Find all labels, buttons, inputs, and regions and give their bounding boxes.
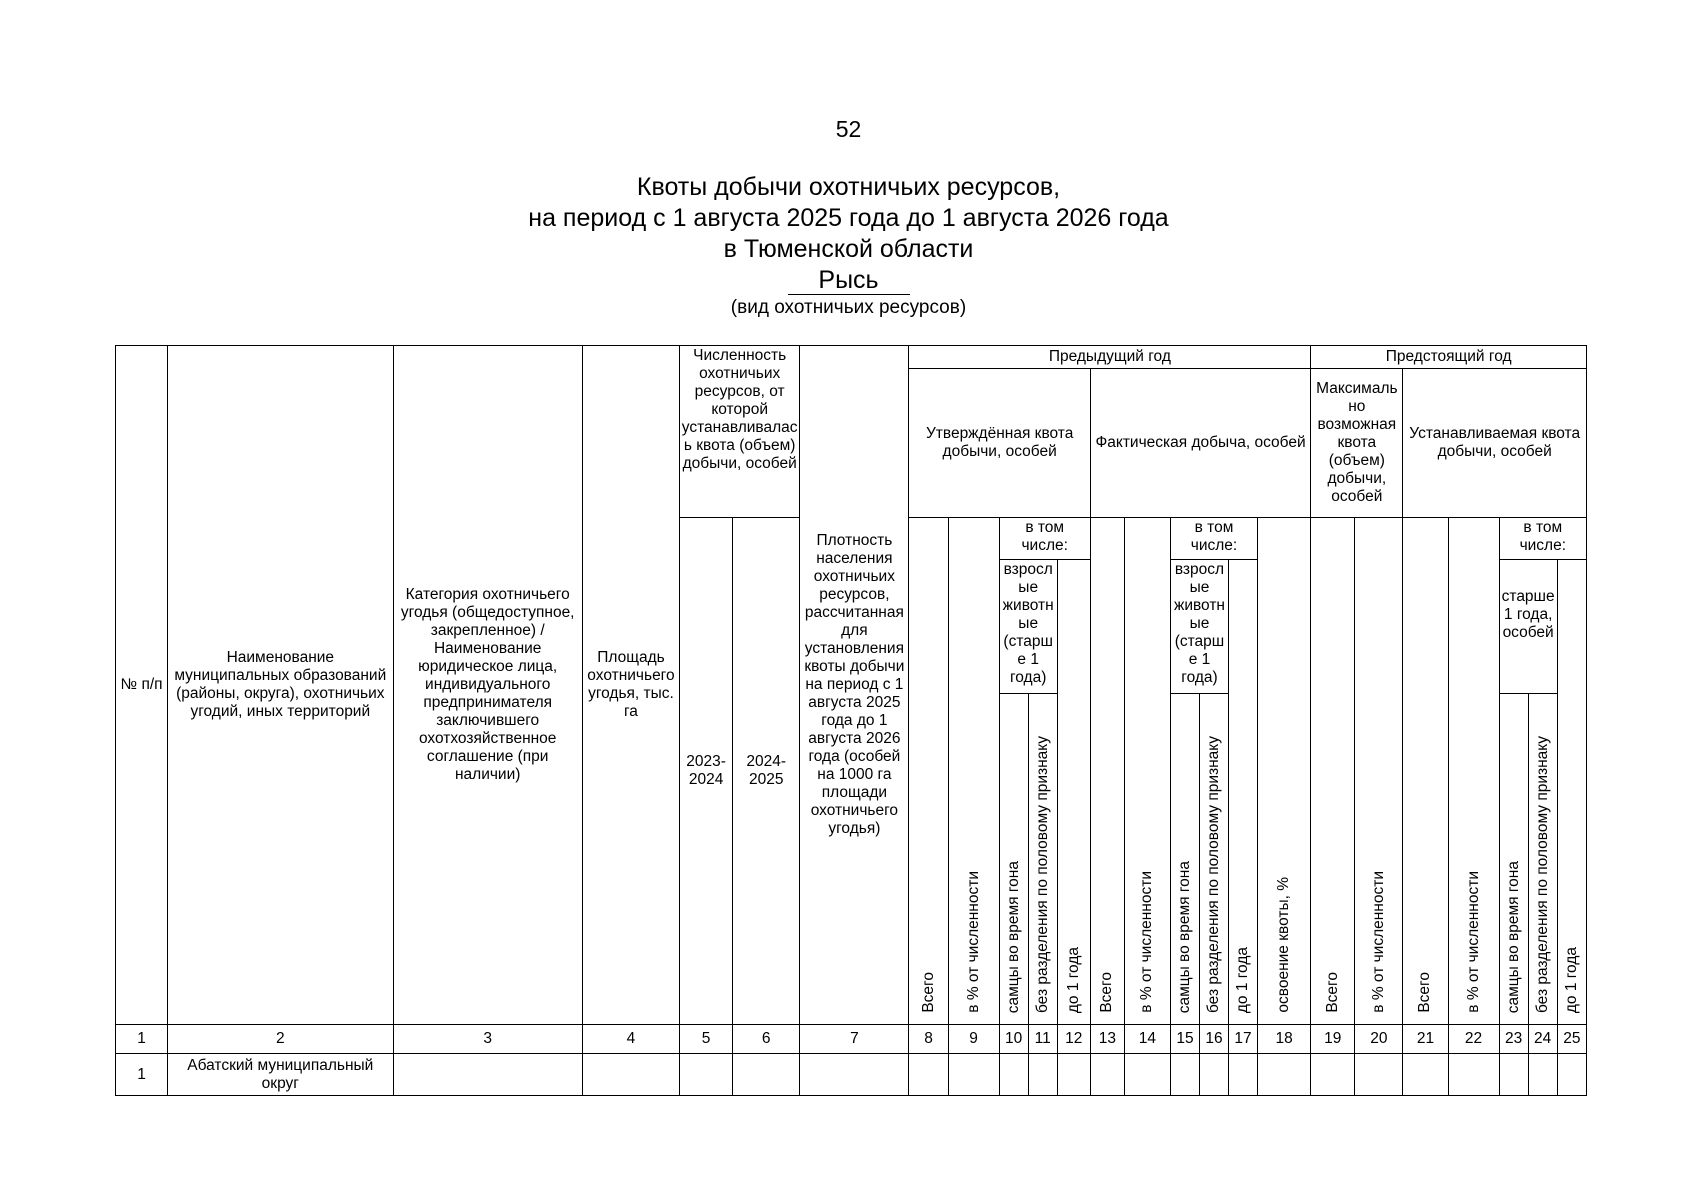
column-number: 20 (1355, 1025, 1403, 1054)
header-set-pct: в % от численности (1448, 518, 1499, 1025)
empty-cell (680, 1054, 733, 1096)
header-quota-use: освоение квоты, % (1258, 518, 1311, 1025)
column-number: 13 (1090, 1025, 1124, 1054)
header-area: Площадь охотничьего угодья, тыс. га (582, 346, 679, 1025)
empty-cell (1258, 1054, 1311, 1096)
column-number: 21 (1403, 1025, 1448, 1054)
column-number: 10 (999, 1025, 1028, 1054)
empty-cell (800, 1054, 909, 1096)
title-line-2: на период с 1 августа 2025 года до 1 августа 2026 года (528, 204, 1169, 232)
empty-cell (1028, 1054, 1057, 1096)
empty-cell (393, 1054, 582, 1096)
header-actual-total: Всего (1090, 518, 1124, 1025)
header-actual-adults: взрослые животные (старше 1 года) (1170, 560, 1228, 694)
empty-cell (733, 1054, 800, 1096)
species-name: Рысь (788, 266, 910, 295)
column-number: 4 (582, 1025, 679, 1054)
header-name: Наименование муниципальных образований (районы, округа), охотничьих угодий, иных территорий (168, 346, 393, 1025)
empty-cell (1090, 1054, 1124, 1096)
empty-cell (1403, 1054, 1448, 1096)
header-approved-males: самцы во время гона (999, 694, 1028, 1025)
empty-cell (909, 1054, 948, 1096)
empty-cell (1311, 1054, 1355, 1096)
header-actual-pct: в % от численности (1124, 518, 1170, 1025)
column-number: 9 (948, 1025, 999, 1054)
column-number: 18 (1258, 1025, 1311, 1054)
column-number: 5 (680, 1025, 733, 1054)
header-prev-year: Предыдущий год (909, 346, 1311, 369)
column-number: 3 (393, 1025, 582, 1054)
header-approved-total: Всего (909, 518, 948, 1025)
column-number: 25 (1557, 1025, 1586, 1054)
header-num: № п/п (116, 346, 168, 1025)
document-title (0, 172, 1697, 319)
column-number: 23 (1499, 1025, 1528, 1054)
table-row (116, 1054, 1587, 1096)
header-approved-quota: Утверждённая квота добычи, особей (909, 369, 1090, 518)
column-number: 24 (1528, 1025, 1557, 1054)
title-line-3: в Тюменской области (723, 235, 974, 263)
empty-cell (1528, 1054, 1557, 1096)
header-actual-incl: в том числе: (1170, 518, 1257, 560)
header-approved-under1: до 1 года (1057, 560, 1090, 1025)
empty-cell (948, 1054, 999, 1096)
species-caption: (вид охотничьих ресурсов) (730, 297, 967, 318)
header-set-under1: до 1 года (1557, 560, 1586, 1025)
column-number: 17 (1229, 1025, 1258, 1054)
empty-cell (1448, 1054, 1499, 1096)
empty-cell (1355, 1054, 1403, 1096)
header-set-older1: старше 1 года, особей (1499, 560, 1557, 694)
column-number: 14 (1124, 1025, 1170, 1054)
empty-cell (1057, 1054, 1090, 1096)
header-approved-pct: в % от численности (948, 518, 999, 1025)
header-population: Численность охотничьих ресурсов, от которой устанавливалась квота (объем) добычи, особей (680, 346, 800, 518)
header-actual-nosex: без разделения по половому признаку (1199, 694, 1228, 1025)
empty-cell (1229, 1054, 1258, 1096)
column-number: 11 (1028, 1025, 1057, 1054)
header-actual-under1: до 1 года (1229, 560, 1258, 1025)
empty-cell (1124, 1054, 1170, 1096)
column-number: 15 (1170, 1025, 1199, 1054)
header-year-2024: 2024-2025 (733, 518, 800, 1025)
header-category: Категория охотничьего угодья (общедоступное, закрепленное) / Наименование юридическое лица, индивидуального предпринимателя заключившего охотхозяйственное соглашение (при наличии) (393, 346, 582, 1025)
empty-cell (582, 1054, 679, 1096)
column-number: 8 (909, 1025, 948, 1054)
empty-cell (1557, 1054, 1586, 1096)
header-set-nosex: без разделения по половому признаку (1528, 694, 1557, 1025)
header-approved-nosex: без разделения по половому признаку (1028, 694, 1057, 1025)
column-number-row (116, 1025, 1587, 1054)
header-set-total: Всего (1403, 518, 1448, 1025)
row-name: Абатский муниципальный округ (168, 1054, 393, 1096)
empty-cell (1199, 1054, 1228, 1096)
row-num: 1 (116, 1054, 168, 1096)
header-max-quota: Максимально возможная квота (объем) добычи, особей (1311, 369, 1403, 518)
header-actual-harvest: Фактическая добыча, особей (1090, 369, 1310, 518)
header-set-quota: Устанавливаемая квота добычи, особей (1403, 369, 1587, 518)
header-approved-adults: взрослые животные (старше 1 года) (999, 560, 1057, 694)
page-number: 52 (835, 116, 862, 142)
header-year-2023: 2023-2024 (680, 518, 733, 1025)
empty-cell (999, 1054, 1028, 1096)
column-number: 16 (1199, 1025, 1228, 1054)
header-approved-incl: в том числе: (999, 518, 1090, 560)
column-number: 7 (800, 1025, 909, 1054)
column-number: 19 (1311, 1025, 1355, 1054)
header-actual-males: самцы во время гона (1170, 694, 1199, 1025)
quota-table (115, 345, 1587, 1096)
column-number: 22 (1448, 1025, 1499, 1054)
header-set-males: самцы во время гона (1499, 694, 1528, 1025)
title-line-1: Квоты добычи охотничьих ресурсов, (636, 173, 1061, 201)
header-next-year: Предстоящий год (1311, 346, 1587, 369)
column-number: 1 (116, 1025, 168, 1054)
header-max-pct: в % от численности (1355, 518, 1403, 1025)
column-number: 2 (168, 1025, 393, 1054)
header-max-total: Всего (1311, 518, 1355, 1025)
empty-cell (1499, 1054, 1528, 1096)
column-number: 12 (1057, 1025, 1090, 1054)
header-set-incl: в том числе: (1499, 518, 1586, 560)
header-density: Плотность населения охотничьих ресурсов, рассчитанная для установления квоты добычи на период с 1 августа 2025 года до 1 августа 2026 года (особей на 1000 га площади охотничьего угодья) (800, 346, 909, 1025)
species-field (0, 266, 1697, 295)
empty-cell (1170, 1054, 1199, 1096)
column-number: 6 (733, 1025, 800, 1054)
